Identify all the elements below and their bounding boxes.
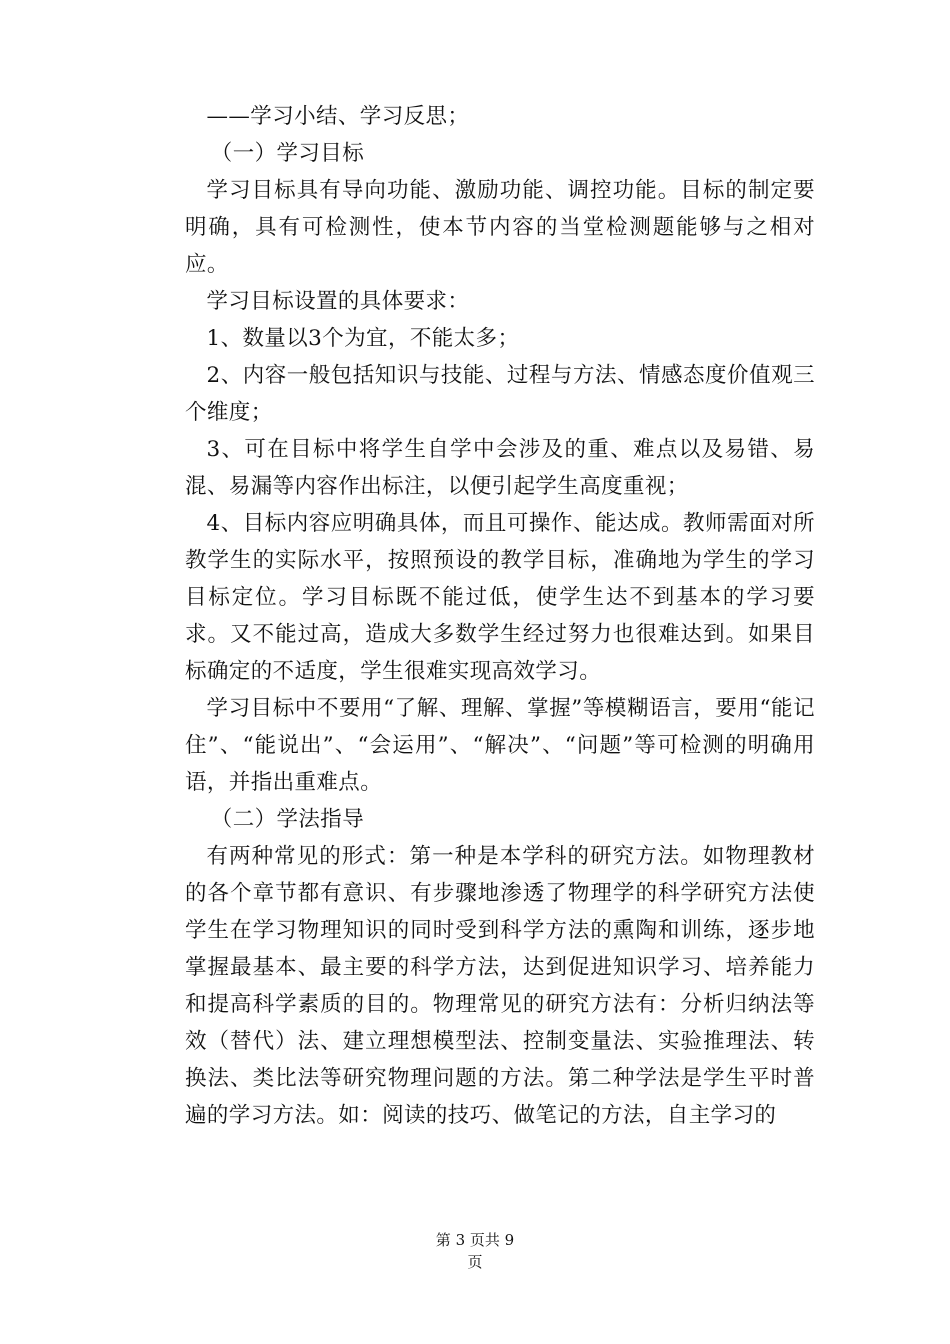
paragraph-goal-functions: 学习目标具有导向功能、激励功能、调控功能。目标的制定要明确，具有可检测性，使本节内容的当堂检测题能够与之相对应。 [185,178,815,277]
list-item-requirement-4: 4、目标内容应明确具体，而且可操作、能达成。教师需面对所教学生的实际水平，按照预设的教学目标，准确地为学生的学习目标定位。学习目标既不能过低，使学生达不到基本的学习要求。又不能过高，造成大多数学生经过努力也很难达到。如果目标确定的不适度，学生很难实现高效学习。 [185,511,815,684]
list-item-requirement-3: 3、可在目标中将学生自学中会涉及的重、难点以及易错、易混、易漏等内容作出标注，以便引起学生高度重视； [185,437,815,499]
paragraph-wording-advice: 学习目标中不要用“了解、理解、掌握”等模糊语言，要用“能记住”、“能说出”、“会运用”、“解决”、“问题”等可检测的明确用语，并指出重难点。 [185,696,815,795]
page-number-line-2: 页 [467,1253,483,1271]
paragraph-study-method-forms: 有两种常见的形式：第一种是本学科的研究方法。如物理教材的各个章节都有意识、有步骤地渗透了物理学的科学研究方法使学生在学习物理知识的同时受到科学方法的熏陶和训练，逐步地掌握最基本、最主要的科学方法，达到促进知识学习、培养能力和提高科学素质的目的。物理常见的研究方法有：分析归纳法等效（替代）法、建立理想模型法、控制变量法、实验推理法、转换法、类比法等研究物理问题的方法。第二种学法是学生平时普遍的学习方法。如：阅读的技巧、做笔记的方法，自主学习的 [185,844,815,1128]
page-number-line-1: 第 3 页共 9 [435,1231,515,1249]
list-item-requirement-2: 2、内容一般包括知识与技能、过程与方法、情感态度价值观三个维度； [185,363,815,425]
document-body [185,98,815,1134]
section-heading-study-method: （二）学法指导 [210,807,365,832]
paragraph-goal-requirements-intro: 学习目标设置的具体要求： [206,289,470,314]
page-footer [425,1229,525,1273]
section-heading-learning-goals: （一）学习目标 [210,141,365,166]
list-item-requirement-1: 1、数量以3个为宜，不能太多； [206,326,520,351]
paragraph-summary-reflection: ——学习小结、学习反思； [206,104,470,129]
